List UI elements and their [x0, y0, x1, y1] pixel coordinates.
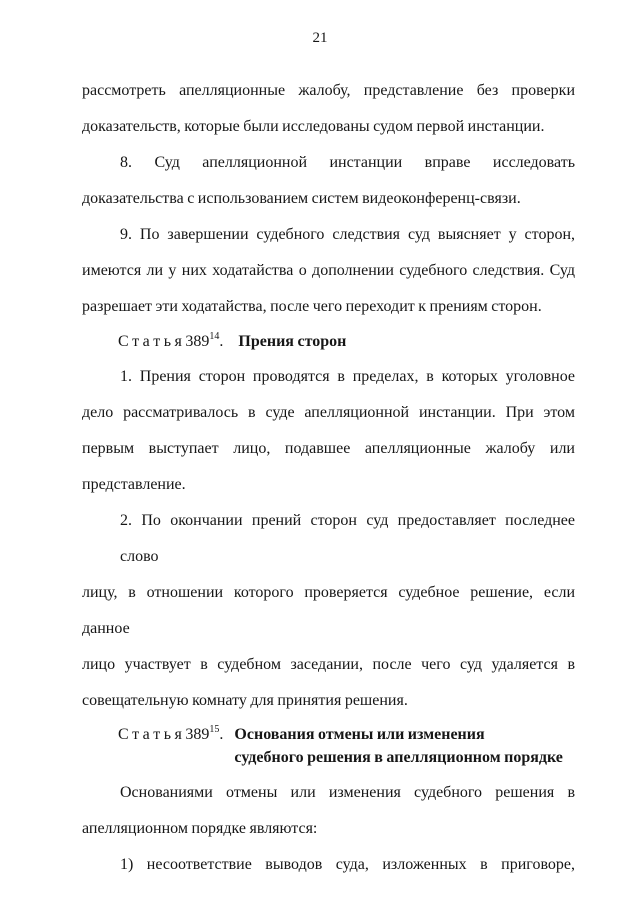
article-superscript: 14: [209, 331, 220, 342]
text-line: лицу, в отношении которого проверяется судебное решение, если данное: [82, 584, 575, 637]
article-title: [234, 723, 562, 769]
text-line: дело рассматривалось в суде апелляционной инстанции. При этом: [82, 404, 575, 421]
text-line: первым выступает лицо, подавшее апелляционные жалобу или: [82, 440, 575, 457]
paragraph-continuation: [82, 73, 575, 145]
text-line: Основаниями отмены или изменения судебного решения в: [120, 784, 575, 801]
article-superscript: 15: [209, 724, 220, 735]
paragraph-item-9: [82, 217, 575, 325]
article-number: С т а т ь я 389: [118, 333, 210, 350]
article-heading-389-14: [82, 328, 575, 356]
article-period: .: [219, 726, 224, 743]
text-line: 2. По окончании прений сторон суд предоставляет последнее слово: [120, 512, 575, 565]
document-body: [82, 73, 575, 883]
text-line: представление.: [82, 476, 186, 493]
article-title: Прения сторон: [238, 333, 347, 350]
text-line: 1) несоответствие выводов суда, изложенных в приговоре,: [120, 856, 575, 873]
page-number: 21: [312, 30, 328, 46]
paragraph-part-2: [82, 503, 575, 719]
text-line: лицо участвует в судебном заседании, после чего суд удаляется в: [82, 656, 575, 673]
text-line: 8. Суд апелляционной инстанции вправе исследовать: [120, 154, 575, 171]
article-number-wrap: [118, 723, 223, 746]
text-line: 1. Прения сторон проводятся в пределах, в которых уголовное: [120, 368, 575, 385]
paragraph-item-8: [82, 145, 575, 217]
text-line: имеются ли у них ходатайства о дополнении судебного следствия. Суд: [82, 262, 575, 279]
paragraph-grounds-item-1: [82, 847, 575, 883]
text-line: совещательную комнату для принятия решения.: [82, 692, 408, 709]
text-line: рассмотреть апелляционные жалобу, представление без проверки: [82, 82, 575, 99]
text-line: апелляционном порядке являются:: [82, 820, 318, 837]
paragraph-grounds-intro: [82, 775, 575, 847]
article-title-line: Основания отмены или изменения: [234, 726, 485, 743]
text-line: доказательства с использованием систем видеоконференц-связи.: [82, 190, 521, 207]
text-line: доказательств, которые были исследованы судом первой инстанции.: [82, 118, 545, 135]
article-title-line: судебного решения в апелляционном порядке: [234, 749, 563, 766]
article-heading-389-15: [82, 723, 575, 769]
text-line: 9. По завершении судебного следствия суд выясняет у сторон,: [120, 226, 575, 243]
paragraph-part-1: [82, 359, 575, 503]
article-number: С т а т ь я 389: [118, 726, 210, 743]
article-period: .: [219, 333, 224, 350]
text-line: разрешает эти ходатайства, после чего переходит к прениям сторон.: [82, 298, 542, 315]
